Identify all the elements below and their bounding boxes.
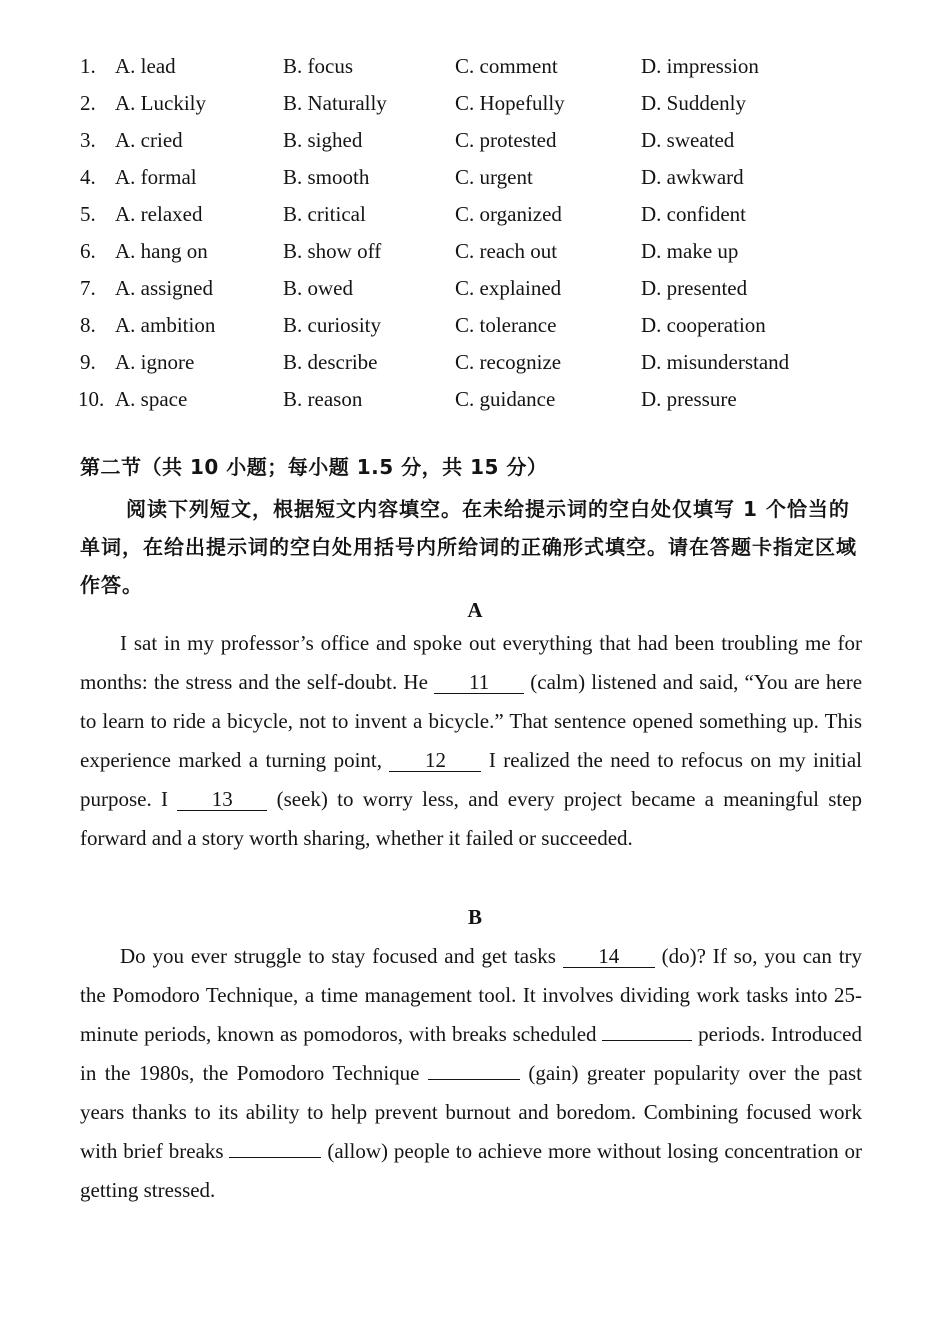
option-a: A. cried xyxy=(115,128,183,152)
option-a: A. lead xyxy=(115,54,176,78)
option-d: D. presented xyxy=(641,276,748,300)
passage-text: (gain) greater popularity over the past years thanks to its ability to help prevent burnout and boredom. Combining focused work with brief breaks xyxy=(80,1061,863,1163)
option-a: A. relaxed xyxy=(115,202,203,226)
blank-13[interactable]: 13 xyxy=(177,788,267,811)
question-number: 3. xyxy=(80,128,96,152)
option-b: B. focus xyxy=(283,54,353,78)
option-a: A. hang on xyxy=(115,239,208,263)
passage-text: I sat in my professor’s office and spoke out everything that had been troubling me for months: the stress and the self-doubt. He xyxy=(80,631,862,694)
option-row xyxy=(0,159,950,196)
option-row xyxy=(0,233,950,270)
passage-a-title: A xyxy=(467,598,483,622)
option-d: D. sweated xyxy=(641,128,735,152)
blank-14[interactable]: 14 xyxy=(563,945,655,968)
question-number: 2. xyxy=(80,91,96,115)
option-c: C. organized xyxy=(455,202,562,226)
blank-12[interactable]: 12 xyxy=(389,749,481,772)
option-b: B. smooth xyxy=(283,165,370,189)
option-b: B. critical xyxy=(283,202,366,226)
option-row xyxy=(0,196,950,233)
passage-text: (do)? If so, you can try the Pomodoro Technique, a time management tool. It involves dividing work tasks into 25-minute periods, known as pomodoros, with breaks scheduled xyxy=(80,944,863,1046)
blank-17[interactable] xyxy=(229,1157,321,1158)
option-b: B. reason xyxy=(283,387,363,411)
question-number: 1. xyxy=(80,54,96,78)
passage-b-text xyxy=(80,937,862,1210)
option-c: C. protested xyxy=(455,128,557,152)
passage-b-title: B xyxy=(467,905,482,929)
option-a: A. formal xyxy=(115,165,197,189)
option-c: C. reach out xyxy=(455,239,558,263)
option-a: A. ignore xyxy=(115,350,195,374)
option-d: D. cooperation xyxy=(641,313,766,337)
passage-a-text xyxy=(80,624,862,858)
option-row xyxy=(0,270,950,307)
blank-11[interactable]: 11 xyxy=(434,671,524,694)
passage-text: Do you ever struggle to stay focused and get tasks xyxy=(120,944,556,968)
option-c: C. urgent xyxy=(455,165,533,189)
option-c: C. comment xyxy=(455,54,558,78)
passage-text: (allow) people to achieve more without losing concentration or getting stressed. xyxy=(80,1139,862,1202)
blank-15[interactable] xyxy=(602,1040,692,1041)
option-row xyxy=(0,307,950,344)
option-c: C. guidance xyxy=(455,387,556,411)
question-number: 10. xyxy=(78,387,105,411)
option-b: B. owed xyxy=(283,276,353,300)
section-instructions: 阅读下列短文，根据短文内容填空。在未给提示词的空白处仅填写 1 个恰当的单词，在给出提示词的空白处用括号内所给词的正确形式填空。请在答题卡指定区域作答。 xyxy=(80,497,857,597)
option-b: B. Naturally xyxy=(283,91,387,115)
section-heading: 第二节（共 10 小题；每小题 1.5 分，共 15 分） xyxy=(80,455,548,479)
option-d: D. awkward xyxy=(641,165,744,189)
option-row xyxy=(0,344,950,381)
option-d: D. impression xyxy=(641,54,759,78)
option-b: B. describe xyxy=(283,350,378,374)
option-c: C. explained xyxy=(455,276,562,300)
option-b: B. sighed xyxy=(283,128,363,152)
option-b: B. curiosity xyxy=(283,313,381,337)
option-d: D. confident xyxy=(641,202,746,226)
option-d: D. Suddenly xyxy=(641,91,746,115)
question-number: 9. xyxy=(80,350,96,374)
option-row xyxy=(0,381,950,418)
question-number: 7. xyxy=(80,276,96,300)
option-d: D. make up xyxy=(641,239,739,263)
option-a: A. ambition xyxy=(115,313,216,337)
option-b: B. show off xyxy=(283,239,382,263)
question-number: 4. xyxy=(80,165,96,189)
question-number: 8. xyxy=(80,313,96,337)
option-a: A. Luckily xyxy=(115,91,206,115)
option-d: D. pressure xyxy=(641,387,737,411)
option-a: A. space xyxy=(115,387,188,411)
option-c: C. Hopefully xyxy=(455,91,565,115)
option-c: C. recognize xyxy=(455,350,562,374)
option-a: A. assigned xyxy=(115,276,213,300)
question-number: 5. xyxy=(80,202,96,226)
option-row xyxy=(0,85,950,122)
passage-text: (seek) to worry less, and every project became a meaningful step forward and a story worth sharing, whether it failed or succeeded. xyxy=(80,787,863,850)
passage-text: (calm) listened and said, “You are here to learn to ride a bicycle, not to invent a bicycle.” That sentence opened something up. This experience marked a turning point, xyxy=(80,670,863,772)
option-c: C. tolerance xyxy=(455,313,557,337)
passage-text: periods. Introduced in the 1980s, the Pomodoro Technique xyxy=(80,1022,863,1085)
option-row xyxy=(0,122,950,159)
blank-16[interactable] xyxy=(428,1079,520,1080)
option-row xyxy=(0,48,950,85)
question-number: 6. xyxy=(80,239,96,263)
passage-text: I realized the need to refocus on my initial purpose. I xyxy=(80,748,863,811)
option-d: D. misunderstand xyxy=(641,350,790,374)
